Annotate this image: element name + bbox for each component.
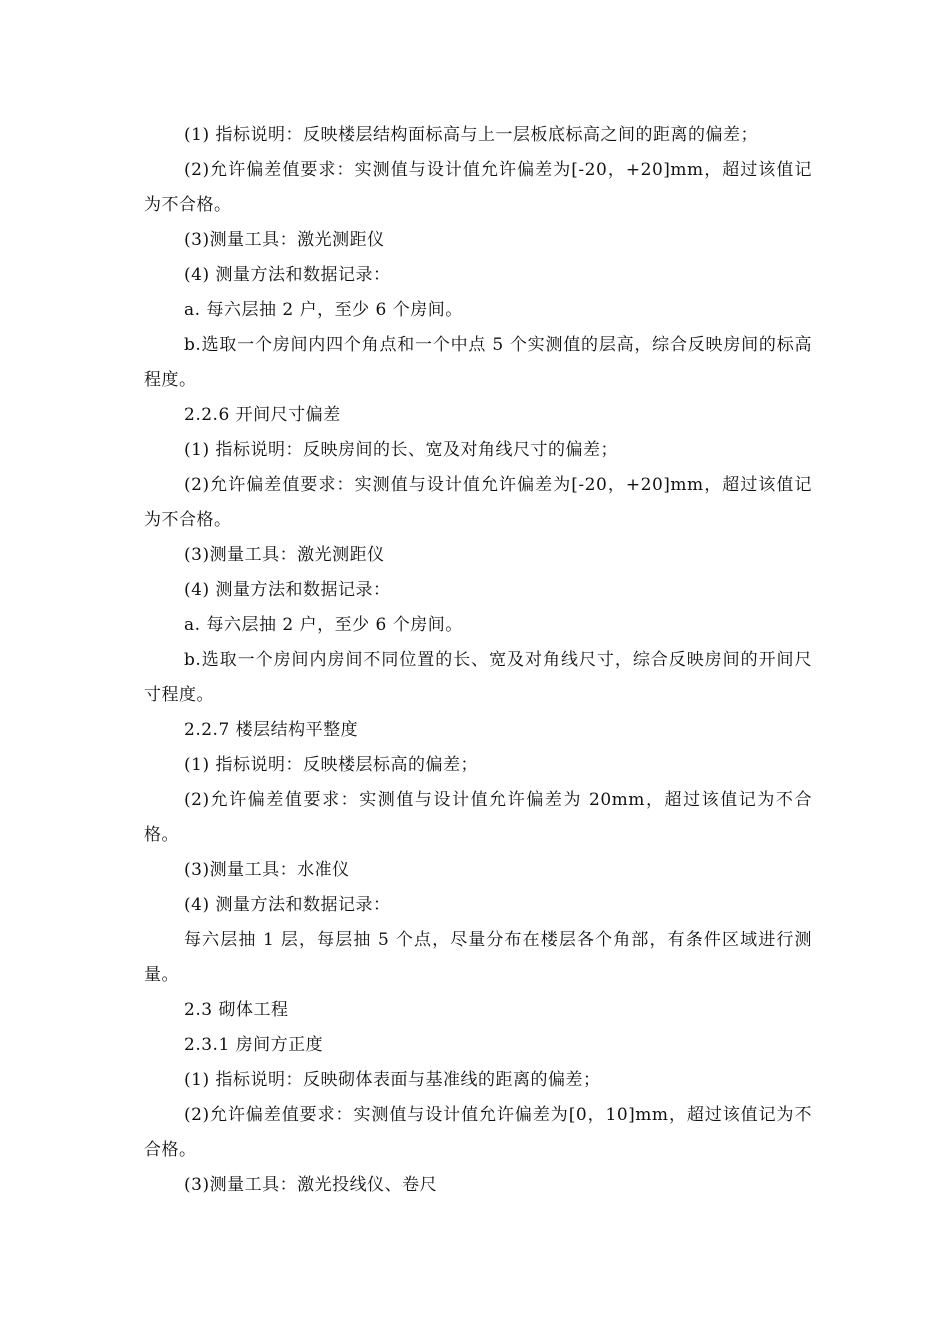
section-heading-2-3: 2.3 砌体工程	[184, 1000, 289, 1020]
section-heading-2-3-1: 2.3.1 房间方正度	[184, 1035, 324, 1055]
paragraph-bay-size-indicator: (1) 指标说明：反映房间的长、宽及对角线尺寸的偏差；	[184, 440, 618, 460]
paragraph-bay-size-tolerance: (2)允许偏差值要求：实测值与设计值允许偏差为[-20，+20]mm，超过该值记为不合格。	[144, 475, 812, 530]
section-heading-2-2-6: 2.2.6 开间尺寸偏差	[184, 405, 341, 425]
paragraph-squareness-tolerance: (2)允许偏差值要求：实测值与设计值允许偏差为[0，10]mm，超过该值记为不合格。	[144, 1105, 812, 1160]
paragraph-bay-size-points: b.选取一个房间内房间不同位置的长、宽及对角线尺寸，综合反映房间的开间尺寸程度。	[144, 650, 812, 705]
paragraph-flatness-tolerance: (2)允许偏差值要求：实测值与设计值允许偏差为 20mm，超过该值记为不合格。	[144, 790, 812, 845]
paragraph-flatness-indicator: (1) 指标说明：反映楼层标高的偏差；	[184, 755, 478, 775]
paragraph-floor-height-indicator: (1) 指标说明：反映楼层结构面标高与上一层板底标高之间的距离的偏差；	[184, 125, 758, 145]
paragraph-flatness-method: (4) 测量方法和数据记录：	[184, 895, 391, 915]
paragraph-floor-height-sampling: a. 每六层抽 2 户，至少 6 个房间。	[184, 300, 463, 320]
paragraph-floor-height-points: b.选取一个房间内四个角点和一个中点 5 个实测值的层高，综合反映房间的标高程度。	[144, 335, 812, 390]
paragraph-squareness-indicator: (1) 指标说明：反映砌体表面与基准线的距离的偏差；	[184, 1070, 601, 1090]
paragraph-floor-height-method: (4) 测量方法和数据记录：	[184, 265, 391, 285]
paragraph-flatness-sampling: 每六层抽 1 层，每层抽 5 个点，尽量分布在楼层各个角部，有条件区域进行测量。	[144, 930, 812, 985]
paragraph-bay-size-tool: (3)测量工具：激光测距仪	[184, 545, 385, 565]
paragraph-floor-height-tool: (3)测量工具：激光测距仪	[184, 230, 385, 250]
paragraph-bay-size-method: (4) 测量方法和数据记录：	[184, 580, 391, 600]
paragraph-flatness-tool: (3)测量工具：水准仪	[184, 860, 350, 880]
paragraph-floor-height-tolerance: (2)允许偏差值要求：实测值与设计值允许偏差为[-20，+20]mm，超过该值记为不合格。	[144, 160, 812, 215]
paragraph-squareness-tool: (3)测量工具：激光投线仪、卷尺	[184, 1175, 438, 1195]
document-body	[144, 118, 812, 1203]
section-heading-2-2-7: 2.2.7 楼层结构平整度	[184, 720, 359, 740]
paragraph-bay-size-sampling: a. 每六层抽 2 户，至少 6 个房间。	[184, 615, 463, 635]
